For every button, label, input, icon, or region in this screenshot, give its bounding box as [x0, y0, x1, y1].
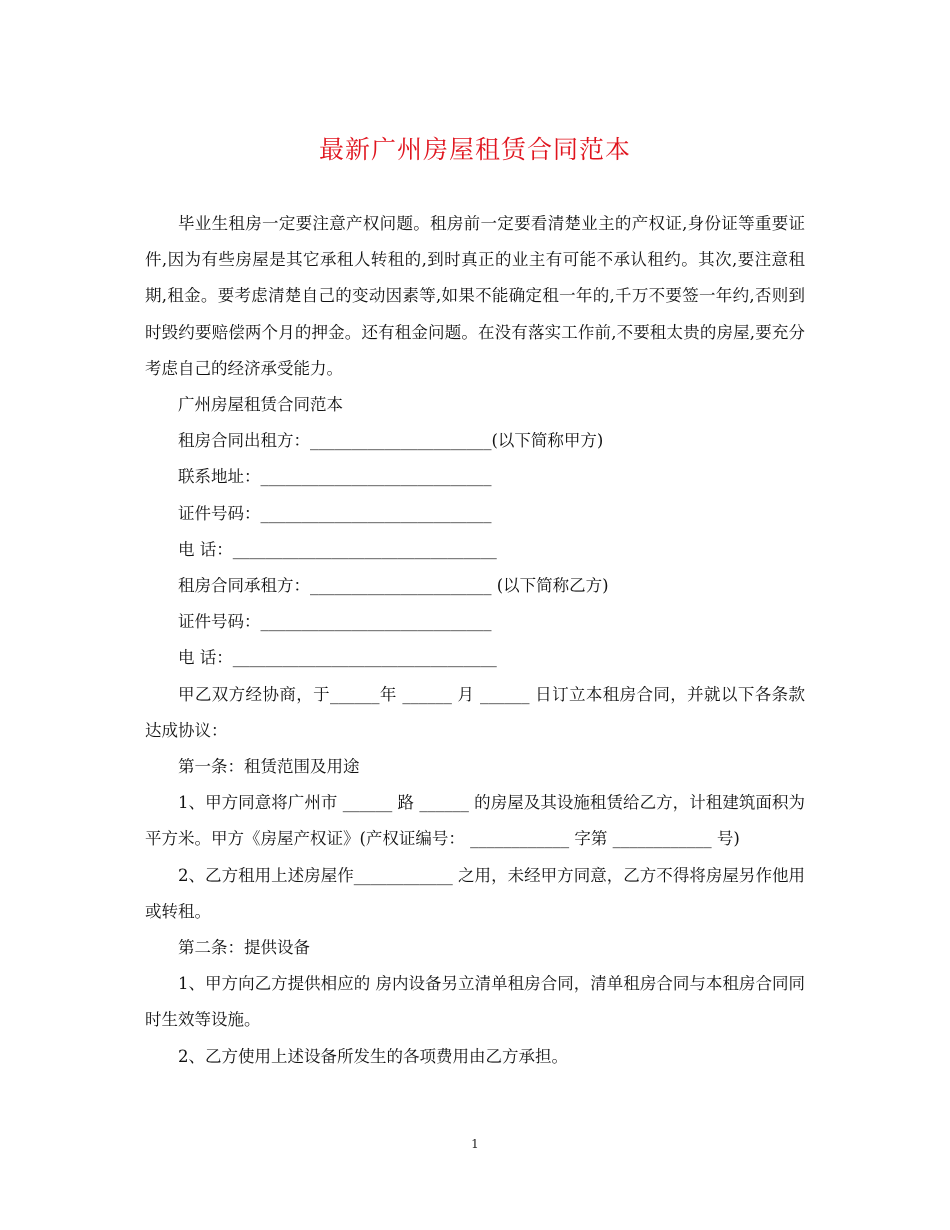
lessor-address-line: 联系地址：____________________________: [178, 467, 492, 487]
article-2-clause-1: 1、甲方向乙方提供相应的 房内设备另立清单租房合同，清单租房合同与本租房合同同时生效等设施。: [145, 974, 805, 1030]
document-body: [145, 206, 805, 1075]
lessee-line: 租房合同承租方：______________________ (以下简称乙方): [178, 576, 609, 596]
lessor-line: 租房合同出租方：______________________(以下简称甲方): [178, 431, 604, 451]
agreement-paragraph: 甲乙双方经协商，于______年 ______ 月 ______ 日订立本租房合同，并就以下各条款达成协议：: [145, 684, 805, 740]
article-1-heading: 第一条：租赁范围及用途: [178, 757, 360, 777]
page-number: 1: [471, 1137, 479, 1151]
article-2-clause-2: 2、乙方使用上述设备所发生的各项费用由乙方承担。: [178, 1046, 568, 1066]
document-title: 最新广州房屋租赁合同范本: [318, 135, 631, 164]
article-1-clause-1: 1、甲方同意将广州市 ______ 路 ______ 的房屋及其设施租赁给乙方，计租建筑面积为平方米。甲方《房屋产权证》(产权证编号： ____________ 字第 ____________ 号): [145, 793, 805, 849]
lessor-phone-line: 电 话：________________________________: [178, 539, 497, 559]
lessor-id-line: 证件号码：____________________________: [178, 503, 492, 523]
lessee-phone-line: 电 话：________________________________: [178, 648, 497, 668]
intro-paragraph: 毕业生租房一定要注意产权问题。租房前一定要看清楚业主的产权证,身份证等重要证件,因为有些房屋是其它承租人转租的,到时真正的业主有可能不承认租约。其次,要注意租期,租金。要考虑清楚自己的变动因素等,如果不能确定租一年的,千万不要签一年约,否则到时毁约要赔偿两个月的押金。还有租金问题。在没有落实工作前,不要租太贵的房屋,要充分考虑自己的经济承受能力。: [145, 214, 805, 378]
contract-subtitle: 广州房屋租赁合同范本: [178, 395, 343, 415]
lessee-id-line: 证件号码：____________________________: [178, 612, 492, 632]
article-1-clause-2: 2、乙方租用上述房屋作____________ 之用，未经甲方同意，乙方不得将房屋另作他用或转租。: [145, 865, 805, 921]
article-2-heading: 第二条：提供设备: [178, 938, 310, 958]
